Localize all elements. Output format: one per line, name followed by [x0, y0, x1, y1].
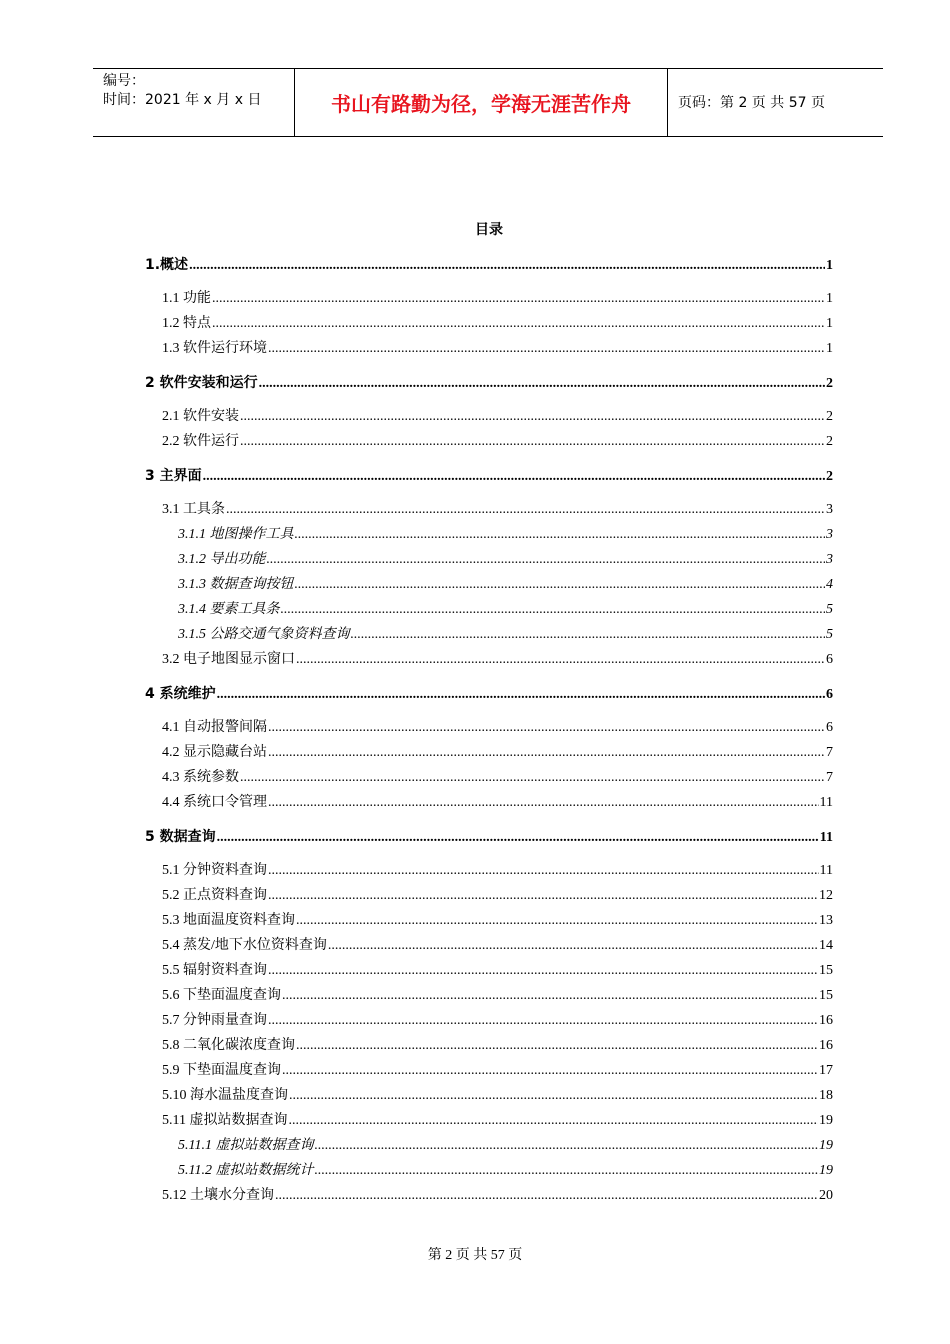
- toc-entry[interactable]: [162, 1061, 833, 1081]
- toc-entry-page: 2: [826, 409, 833, 424]
- toc-entry[interactable]: [162, 911, 833, 931]
- toc-entry-label: 5.10 海水温盐度查询: [162, 1088, 288, 1103]
- toc-entry-label: 4.3 系统参数: [162, 770, 239, 785]
- toc-leader-dots: [295, 575, 826, 595]
- toc-leader-dots: [268, 861, 819, 881]
- toc-entry-label: 5.12 土壤水分查询: [162, 1188, 274, 1203]
- toc-entry-page: 4: [826, 577, 833, 592]
- toc-entry-label: 5.9 下垫面温度查询: [162, 1063, 281, 1078]
- header-page-info: 页码：第 2 页 共 57 页: [678, 95, 825, 111]
- toc-entry-label: 5.11 虚拟站数据查询: [162, 1113, 288, 1128]
- toc-entry-page: 3: [826, 527, 833, 542]
- toc-entry[interactable]: [162, 339, 833, 359]
- toc-leader-dots: [268, 743, 825, 763]
- toc-entry-label: 5.6 下垫面温度查询: [162, 988, 281, 1003]
- toc-leader-dots: [314, 1161, 818, 1181]
- toc-entry-label: 5.8 二氧化碳浓度查询: [162, 1038, 295, 1053]
- toc-entry[interactable]: [162, 1186, 833, 1206]
- toc-leader-dots: [240, 432, 825, 452]
- toc-entry-label: 1.概述: [145, 257, 189, 273]
- toc-entry-label: 5.11.1 虚拟站数据查询: [178, 1138, 314, 1153]
- toc-entry-label: 4.4 系统口令管理: [162, 795, 267, 810]
- toc-entry[interactable]: [162, 986, 833, 1006]
- toc-entry-page: 18: [819, 1088, 833, 1103]
- toc-entry-page: 2: [826, 376, 833, 391]
- toc-leader-dots: [281, 600, 826, 620]
- toc-entry[interactable]: [162, 1011, 833, 1031]
- toc-entry[interactable]: [178, 1161, 833, 1181]
- toc-leader-dots: [268, 961, 818, 981]
- toc-entry-page: 2: [826, 434, 833, 449]
- toc-entry[interactable]: [162, 289, 833, 309]
- toc-entry[interactable]: [162, 768, 833, 788]
- toc-entry-label: 5.3 地面温度资料查询: [162, 913, 295, 928]
- toc-leader-dots: [351, 625, 826, 645]
- toc-entry[interactable]: [162, 1036, 833, 1056]
- toc-entry-page: 7: [826, 770, 833, 785]
- toc-leader-dots: [296, 1036, 818, 1056]
- toc-entry[interactable]: [178, 575, 833, 595]
- toc-entry[interactable]: [162, 861, 833, 881]
- toc-leader-dots: [189, 256, 825, 276]
- toc-entry-page: 14: [819, 938, 833, 953]
- toc-entry-page: 12: [819, 888, 833, 903]
- toc-entry[interactable]: [178, 550, 833, 570]
- toc-entry-label: 1.2 特点: [162, 316, 211, 331]
- toc-entry-label: 4.1 自动报警间隔: [162, 720, 267, 735]
- toc-entry[interactable]: [162, 718, 833, 738]
- toc-entry-page: 1: [826, 341, 833, 356]
- serial-number-label: 编号：: [103, 73, 145, 89]
- toc-entry-page: 7: [826, 745, 833, 760]
- toc-entry-label: 3 主界面: [145, 468, 202, 484]
- header-motto: 书山有路勤为径，学海无涯苦作舟: [331, 92, 631, 116]
- date-line: 时间：2021 年 x 月 x 日: [103, 92, 262, 108]
- toc-leader-dots: [314, 1136, 818, 1156]
- toc-entry-page: 11: [819, 795, 833, 810]
- toc-entry-label: 2.2 软件运行: [162, 434, 239, 449]
- toc-entry-label: 3.1.4 要素工具条: [178, 602, 280, 617]
- toc-entry-label: 5.11.2 虚拟站数据统计: [178, 1163, 314, 1178]
- toc-entry-page: 5: [826, 602, 833, 617]
- toc-entry-page: 11: [819, 863, 833, 878]
- toc-entry-page: 19: [819, 1163, 833, 1178]
- toc-entry-label: 5.2 正点资料查询: [162, 888, 267, 903]
- toc-entry-label: 5.7 分钟雨量查询: [162, 1013, 267, 1028]
- toc-entry[interactable]: [162, 936, 833, 956]
- toc-entry[interactable]: [145, 373, 833, 393]
- toc-entry[interactable]: [162, 1086, 833, 1106]
- toc-entry-label: 2 软件安装和运行: [145, 375, 258, 391]
- toc-entry-label: 5 数据查询: [145, 829, 216, 845]
- toc-entry-page: 1: [826, 291, 833, 306]
- toc-entry-label: 2.1 软件安装: [162, 409, 239, 424]
- toc-leader-dots: [282, 986, 818, 1006]
- toc-leader-dots: [295, 525, 826, 545]
- toc-entry-page: 11: [819, 830, 833, 845]
- toc-leader-dots: [282, 1061, 818, 1081]
- toc-leader-dots: [226, 500, 825, 520]
- toc-entry-page: 15: [819, 988, 833, 1003]
- toc-entry-label: 3.1.5 公路交通气象资料查询: [178, 627, 350, 642]
- toc-entry-page: 2: [826, 469, 833, 484]
- toc-entry-page: 3: [826, 552, 833, 567]
- toc-entry-label: 4 系统维护: [145, 686, 216, 702]
- toc-leader-dots: [296, 650, 825, 670]
- toc-leader-dots: [267, 550, 826, 570]
- page-header: [93, 68, 883, 137]
- toc-entry-page: 19: [819, 1113, 833, 1128]
- toc-entry-page: 13: [819, 913, 833, 928]
- toc-entry-page: 3: [826, 502, 833, 517]
- toc-entry[interactable]: [145, 827, 833, 847]
- toc-leader-dots: [328, 936, 818, 956]
- toc-entry[interactable]: [162, 432, 833, 452]
- toc-entry-page: 15: [819, 963, 833, 978]
- toc-leader-dots: [275, 1186, 818, 1206]
- toc-entry[interactable]: [145, 466, 833, 486]
- header-motto-cell: [295, 69, 668, 136]
- toc-leader-dots: [212, 314, 825, 334]
- toc-entry-page: 6: [826, 687, 833, 702]
- header-page-cell: [668, 69, 883, 136]
- toc-leader-dots: [296, 911, 818, 931]
- toc-entry-page: 5: [826, 627, 833, 642]
- toc-leader-dots: [203, 467, 825, 487]
- toc-entry[interactable]: [162, 407, 833, 427]
- toc-entry-label: 1.1 功能: [162, 291, 211, 306]
- toc-leader-dots: [217, 828, 819, 848]
- toc-entry[interactable]: [145, 684, 833, 704]
- toc-leader-dots: [268, 1011, 818, 1031]
- toc-leader-dots: [268, 886, 818, 906]
- toc-entry[interactable]: [162, 743, 833, 763]
- toc-entry-page: 19: [819, 1138, 833, 1153]
- toc-entry-label: 3.1.1 地图操作工具: [178, 527, 294, 542]
- toc-entry-page: 1: [826, 316, 833, 331]
- toc-entry[interactable]: [178, 600, 833, 620]
- toc-entry-label: 5.1 分钟资料查询: [162, 863, 267, 878]
- toc-entry[interactable]: [178, 525, 833, 545]
- toc-entry-page: 1: [826, 258, 833, 273]
- toc-entry-label: 3.1 工具条: [162, 502, 225, 517]
- toc-entry[interactable]: [162, 500, 833, 520]
- toc-leader-dots: [268, 339, 825, 359]
- toc-entry[interactable]: [162, 961, 833, 981]
- toc-entry[interactable]: [162, 886, 833, 906]
- toc-leader-dots: [240, 768, 825, 788]
- toc-entry-label: 3.2 电子地图显示窗口: [162, 652, 295, 667]
- toc-entry-label: 1.3 软件运行环境: [162, 341, 267, 356]
- toc-leader-dots: [240, 407, 825, 427]
- toc-entry[interactable]: [162, 793, 833, 813]
- toc-title: 目录: [475, 222, 503, 238]
- toc-entry-page: 16: [819, 1038, 833, 1053]
- toc-entry-page: 6: [826, 720, 833, 735]
- toc-leader-dots: [268, 718, 825, 738]
- toc-entry-page: 17: [819, 1063, 833, 1078]
- toc-entry[interactable]: [162, 314, 833, 334]
- toc-entry-page: 16: [819, 1013, 833, 1028]
- toc-entry-label: 5.4 蒸发/地下水位资料查询: [162, 938, 327, 953]
- toc-entry-label: 3.1.3 数据查询按钮: [178, 577, 294, 592]
- toc-leader-dots: [259, 374, 825, 394]
- page-footer: 第 2 页 共 57 页: [427, 1248, 523, 1263]
- toc-leader-dots: [212, 289, 825, 309]
- toc-entry-label: 5.5 辐射资料查询: [162, 963, 267, 978]
- toc-leader-dots: [289, 1086, 818, 1106]
- toc-entry[interactable]: [178, 625, 833, 645]
- toc-entry-label: 4.2 显示隐藏台站: [162, 745, 267, 760]
- toc-entry[interactable]: [178, 1136, 833, 1156]
- toc-entry-page: 6: [826, 652, 833, 667]
- toc-leader-dots: [288, 1111, 818, 1131]
- toc-entry[interactable]: [145, 255, 833, 275]
- toc-entry-page: 20: [819, 1188, 833, 1203]
- header-meta-cell: [93, 69, 295, 136]
- toc-entry-label: 3.1.2 导出功能: [178, 552, 266, 567]
- toc-entry[interactable]: [162, 650, 833, 670]
- toc-entry[interactable]: [162, 1111, 833, 1131]
- toc-leader-dots: [268, 793, 819, 813]
- toc-leader-dots: [217, 685, 825, 705]
